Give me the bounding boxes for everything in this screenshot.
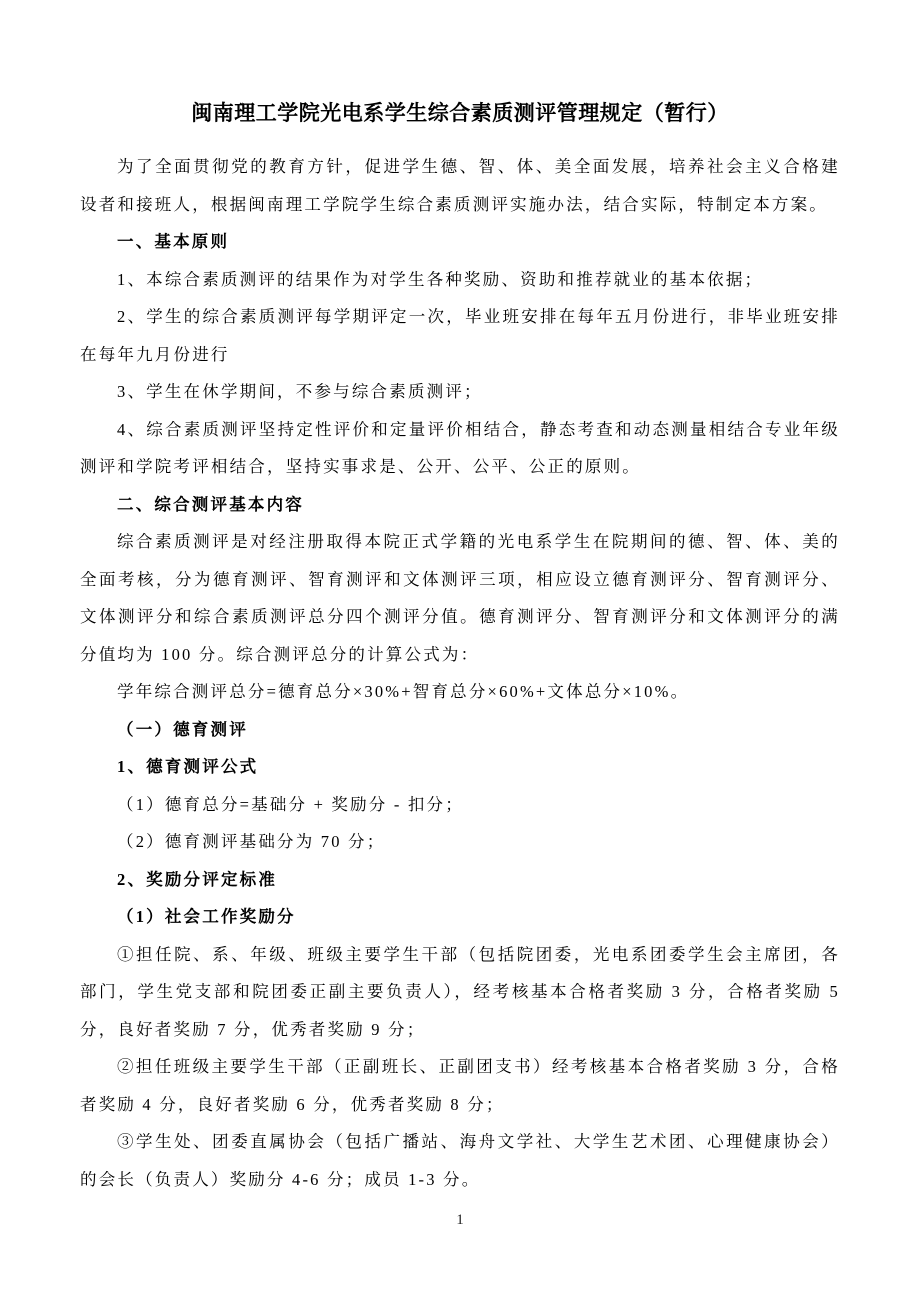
paragraph: 综合素质测评是对经注册取得本院正式学籍的光电系学生在院期间的德、智、体、美的全面考核，分为德育测评、智育测评和文体测评三项，相应设立德育测评分、智育测评分、文体测评分和综合素质测评总分四个测评分值。德育测评分、智育测评分和文体测评分的满分值均为 100 分。综合测评总分的计算公式为： (80, 532, 840, 664)
paragraph: 为了全面贯彻党的教育方针，促进学生德、智、体、美全面发展，培养社会主义合格建设者和接班人，根据闽南理工学院学生综合素质测评实施办法，结合实际，特制定本方案。 (80, 157, 840, 214)
paragraph: （1）德育总分=基础分 + 奖励分 - 扣分； (117, 794, 464, 814)
paragraph: （2）德育测评基础分为 70 分； (117, 832, 386, 851)
paragraph: ①担任院、系、年级、班级主要学生干部（包括院团委，光电系团委学生会主席团，各部门，学生党支部和院团委正副主要负责人），经考核基本合格者奖励 3 分，合格者奖励 5 分，良好者奖励 7 分，优秀者奖励 9 分； (80, 944, 840, 1039)
section-heading: 二、综合测评基本内容 (117, 494, 304, 514)
section-heading: 2、奖励分评定标准 (117, 869, 278, 889)
paragraph: ③学生处、团委直属协会（包括广播站、海舟文学社、大学生艺术团、心理健康协会）的会长（负责人）奖励分 4-6 分；成员 1-3 分。 (80, 1132, 840, 1189)
page-number: 1 (456, 1212, 464, 1228)
section-heading: 1、德育测评公式 (117, 757, 259, 776)
paragraph: ②担任班级主要学生干部（正副班长、正副团支书）经考核基本合格者奖励 3 分，合格者奖励 4 分，良好者奖励 6 分，优秀者奖励 8 分； (80, 1057, 840, 1114)
section-heading: （1）社会工作奖励分 (117, 907, 296, 926)
section-heading: （一）德育测评 (117, 719, 248, 739)
paragraph: 3、学生在休学期间，不参与综合素质测评； (117, 382, 483, 401)
paragraph: 4、综合素质测评坚持定性评价和定量评价相结合，静态考查和动态测量相结合专业年级测评和学院考评相结合，坚持实事求是、公开、公平、公正的原则。 (80, 419, 840, 476)
section-heading: 一、基本原则 (117, 232, 230, 251)
paragraph: 学年综合测评总分=德育总分×30%+智育总分×60%+文体总分×10%。 (117, 682, 690, 701)
paragraph: 2、学生的综合素质测评每学期评定一次，毕业班安排在每年五月份进行，非毕业班安排在每年九月份进行 (80, 307, 840, 364)
paragraph: 1、本综合素质测评的结果作为对学生各种奖励、资助和推荐就业的基本依据； (117, 269, 764, 289)
document-title: 闽南理工学院光电系学生综合素质测评管理规定（暂行） (191, 101, 729, 125)
document-body (80, 148, 840, 1198)
